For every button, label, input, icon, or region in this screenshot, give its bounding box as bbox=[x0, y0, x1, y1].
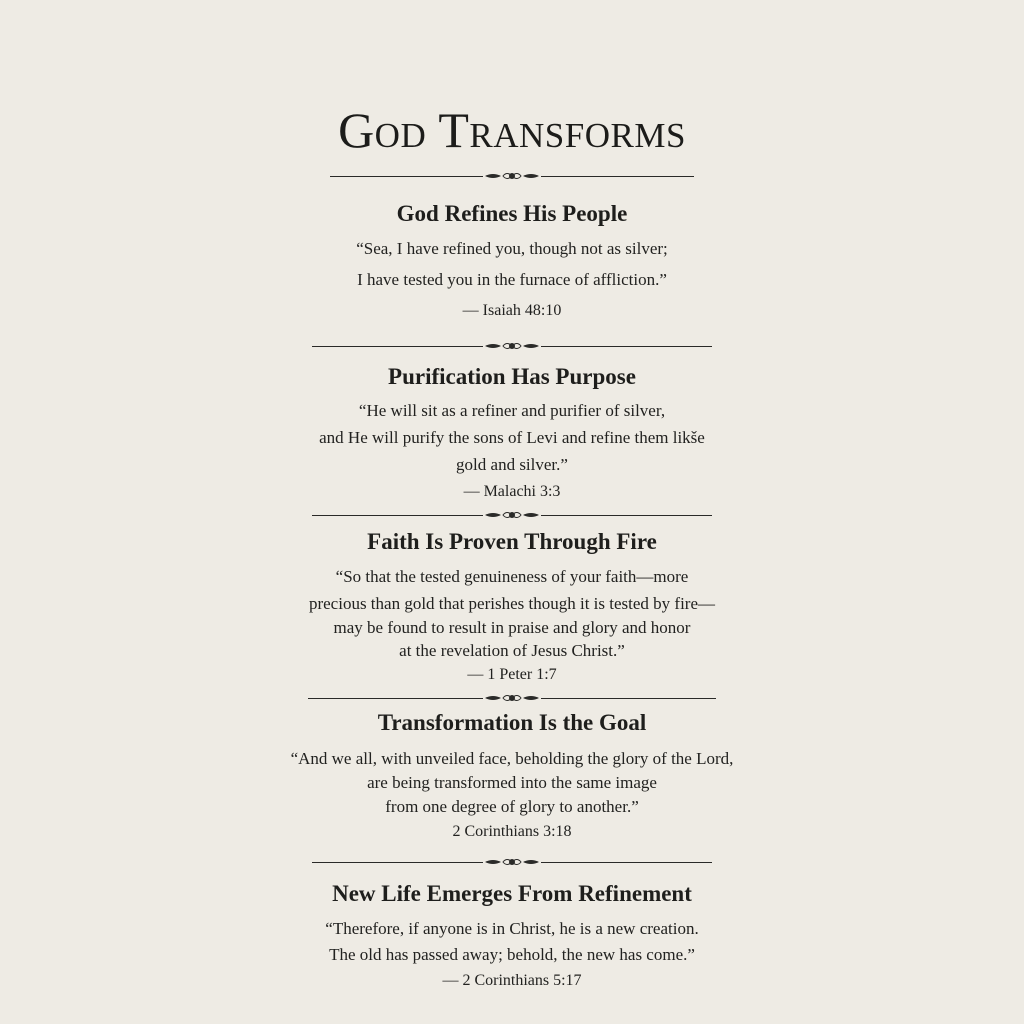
verse-line: precious than gold that perishes though it is tested by fire— bbox=[308, 594, 716, 613]
flourish-icon bbox=[485, 170, 539, 182]
verse-line: “He will sit as a refiner and purifier of silver, bbox=[358, 401, 666, 420]
divider-line bbox=[541, 698, 716, 699]
verse-line: gold and silver.” bbox=[456, 455, 568, 474]
section-heading: Faith Is Proven Through Fire bbox=[367, 529, 657, 554]
flourish-icon bbox=[485, 340, 539, 352]
divider-line bbox=[312, 515, 483, 516]
verse-reference: — Isaiah 48:10 bbox=[462, 302, 562, 319]
page-title: God Transforms bbox=[338, 102, 686, 158]
divider-line bbox=[541, 515, 712, 516]
verse-line: “And we all, with unveiled face, beholding the glory of the Lord, bbox=[290, 749, 734, 768]
ornament-divider bbox=[330, 170, 694, 182]
section-heading: New Life Emerges From Refinement bbox=[332, 881, 692, 906]
divider-line bbox=[312, 862, 483, 863]
verse-reference: 2 Corinthians 3:18 bbox=[452, 823, 572, 840]
flourish-icon bbox=[485, 692, 539, 704]
divider-line bbox=[541, 862, 712, 863]
verse-line: from one degree of glory to another.” bbox=[385, 797, 639, 816]
divider-line bbox=[312, 346, 483, 347]
section-heading: Purification Has Purpose bbox=[388, 364, 636, 389]
verse-line: “So that the tested genuineness of your faith—more bbox=[335, 567, 689, 586]
flourish-icon bbox=[485, 509, 539, 521]
verse-reference: — 2 Corinthians 5:17 bbox=[442, 972, 582, 989]
verse-line: I have tested you in the furnace of affliction.” bbox=[357, 270, 667, 289]
ornament-divider bbox=[312, 509, 712, 521]
divider-line bbox=[541, 176, 694, 177]
verse-line: and He will purify the sons of Levi and refine them likše bbox=[319, 428, 705, 447]
verse-line: “Sea, I have refined you, though not as silver; bbox=[356, 239, 668, 258]
divider-line bbox=[308, 698, 483, 699]
verse-line: are being transformed into the same image bbox=[367, 773, 657, 792]
divider-line bbox=[541, 346, 712, 347]
ornament-divider bbox=[312, 856, 712, 868]
flourish-icon bbox=[485, 856, 539, 868]
section-heading: God Refines His People bbox=[396, 201, 628, 226]
verse-line: “Therefore, if anyone is in Christ, he is a new creation. bbox=[325, 919, 699, 938]
verse-reference: — 1 Peter 1:7 bbox=[467, 666, 557, 683]
verse-line: at the revelation of Jesus Christ.” bbox=[399, 641, 625, 660]
section-heading: Transformation Is the Goal bbox=[377, 710, 647, 735]
ornament-divider bbox=[308, 692, 716, 704]
verse-line: may be found to result in praise and glory and honor bbox=[333, 618, 691, 637]
verse-reference: — Malachi 3:3 bbox=[463, 483, 561, 500]
ornament-divider bbox=[312, 340, 712, 352]
verse-line: The old has passed away; behold, the new has come.” bbox=[329, 945, 695, 964]
divider-line bbox=[330, 176, 483, 177]
